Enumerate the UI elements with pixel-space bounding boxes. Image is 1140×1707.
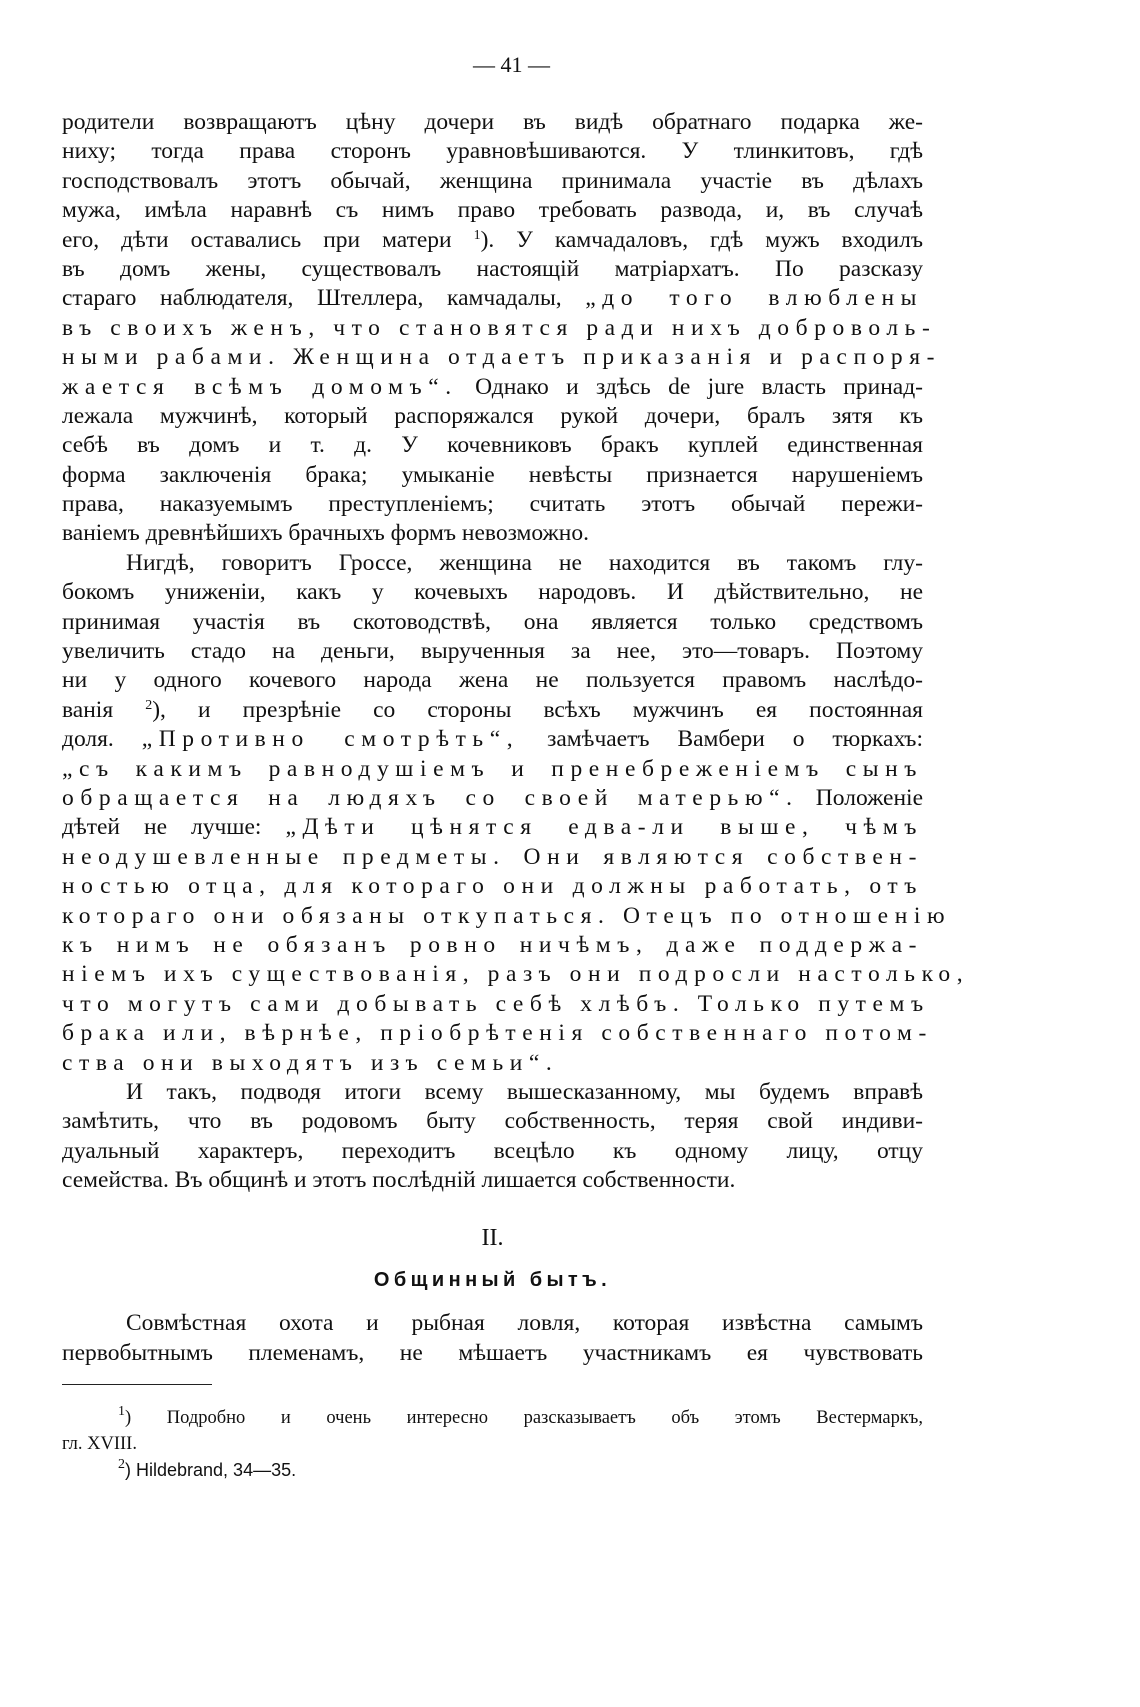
spaced-quote-line: брака или, вѣрнѣе, пріобрѣтенія собственнаго потом- — [62, 1020, 933, 1047]
text-line: семейства. Въ общинѣ и этотъ послѣдній лишается собственности. — [62, 1167, 736, 1194]
text-line — [62, 813, 923, 842]
spaced-quote-line: ными рабами. Женщина отдаетъ приказанія и распоря- — [62, 344, 942, 371]
spaced-quote-line: ства они выходятъ изъ семьи“. — [62, 1049, 559, 1076]
spaced-quote-line: что могутъ сами добывать себѣ хлѣбъ. Только путемъ — [62, 990, 930, 1017]
footnotes — [62, 1405, 923, 1483]
footnote-1-text: ) Подробно и очень интересно разсказываетъ объ этомъ Вестермаркъ, — [125, 1408, 923, 1429]
text-segment: Положеніе — [798, 784, 923, 811]
spaced-quote-line: котораго они обязаны откупаться. Отецъ по отношенію — [62, 902, 952, 929]
text-segment: Однако и здѣсь de jure власть принад- — [457, 373, 923, 400]
spaced-quote: „Дѣти цѣнятся едва-ли выше, чѣмъ — [285, 814, 923, 841]
text-line: родители возвращаютъ цѣну дочери въ видѣ обратнаго подарка же- — [62, 109, 923, 135]
spaced-quote: обращается на людяхъ со своей матерью“. — [62, 784, 799, 811]
text-line — [62, 696, 923, 725]
text-segment: ванія — [62, 696, 146, 723]
text-line: форма заключенія брака; умыканіе невѣсты признается нарушеніемъ — [62, 461, 923, 488]
spaced-quote-line: къ нимъ не обязанъ ровно ничѣмъ, даже поддержа- — [62, 931, 923, 958]
text-segment: дѣтей не лучше: — [62, 814, 286, 841]
text-segment: ). У камчадаловъ, гдѣ мужъ входилъ — [480, 226, 923, 253]
text-line — [62, 725, 923, 754]
text-segment: замѣчаетъ Вамбери о тюркахъ: — [519, 726, 923, 753]
spaced-quote: „Противно смотрѣть“, — [141, 726, 520, 753]
spaced-quote: жается всѣмъ домомъ“. — [62, 373, 458, 400]
footnote-1 — [62, 1405, 923, 1431]
text-line: мужа, имѣла наравнѣ съ нимъ право требовать развода, и, въ случаѣ — [62, 197, 923, 224]
spaced-quote-line: въ своихъ женъ, что становятся ради нихъ доброволь- — [62, 314, 937, 341]
text-line: въ домъ жены, существовалъ настоящій матріархатъ. По разсказу — [62, 255, 923, 282]
document-page — [62, 46, 970, 1483]
text-segment: ), и презрѣніе со стороны всѣхъ мужчинъ ея постоянная — [152, 696, 923, 723]
spaced-quote: „до того влюблены — [585, 285, 923, 312]
text-segment: его, дѣти оставались при матери — [62, 226, 474, 253]
section-number: II. — [481, 1225, 504, 1252]
footnote-2 — [62, 1457, 923, 1483]
text-line: Совмѣстная охота и рыбная ловля, которая извѣстна самымъ — [126, 1310, 923, 1337]
footnote-divider — [62, 1384, 212, 1385]
text-line: ниху; тогда права сторонъ уравновѣшиваются. У тлинкитовъ, гдѣ — [62, 138, 923, 165]
text-line: бокомъ униженіи, какъ у кочевыхъ народовъ. И дѣйствительно, не — [62, 579, 923, 606]
spaced-quote-line: „съ какимъ равнодушіемъ и пренебреженіемъ сынъ — [62, 755, 923, 782]
spaced-quote-line: неодушевленные предметы. Они являются собствен- — [62, 843, 923, 870]
text-line: себѣ въ домъ и т. д. У кочевниковъ бракъ куплей единственная — [62, 432, 923, 459]
text-line: права, наказуемымъ преступленіемъ; считать этотъ обычай пережи- — [62, 491, 923, 518]
text-line — [62, 784, 923, 813]
spaced-quote-line: ніемъ ихъ существованія, разъ они подросли настолько, — [62, 961, 970, 988]
text-line: дуальный характеръ, переходитъ всецѣло къ одному лицу, отцу — [62, 1137, 923, 1164]
section-title: Общинный бытъ. — [373, 1269, 612, 1292]
text-line — [62, 226, 923, 255]
footnote-marker-2: 2 — [145, 697, 153, 713]
text-line: Нигдѣ, говоритъ Гроссе, женщина не находится въ такомъ глу- — [126, 549, 923, 576]
text-line: ваніемъ древнѣйшихъ брачныхъ формъ невозможно. — [62, 520, 589, 547]
page-number: — 41 — — [473, 52, 550, 77]
text-line — [62, 373, 923, 402]
text-segment: стараго наблюдателя, Штеллера, камчадалы, — [62, 285, 586, 312]
text-line: господствовалъ этотъ обычай, женщина принимала участіе въ дѣлахъ — [62, 167, 923, 194]
paragraph-conclusion — [62, 1078, 923, 1196]
text-line: принимая участія въ скотоводствѣ, она является только средствомъ — [62, 608, 923, 635]
footnote-2-text: ) Hildebrand, 34—35. — [125, 1460, 297, 1481]
footnote-1-continuation: гл. XVIII. — [62, 1434, 137, 1455]
text-line: первобытнымъ племенамъ, не мѣшаетъ участникамъ ея чувствовать — [62, 1339, 923, 1366]
paragraph-bride-price — [62, 108, 942, 549]
footnote-1-marker: 1 — [118, 1404, 125, 1420]
text-line: ни у одного кочевого народа жена не пользуется правомъ наслѣдо- — [62, 667, 923, 694]
text-line: увеличить стадо на деньги, вырученныя за нее, это—товаръ. Поэтому — [62, 638, 923, 665]
text-line: лежала мужчинѣ, который распоряжался рукой дочери, бралъ зятя къ — [62, 402, 923, 429]
footnote-2-marker: 2 — [118, 1457, 125, 1473]
text-line: И такъ, подводя итоги всему вышесказанному, мы будемъ вправѣ — [126, 1078, 923, 1105]
text-line: замѣтить, что въ родовомъ быту собственность, теряя свой индиви- — [62, 1108, 923, 1135]
paragraph-communal — [62, 1309, 923, 1368]
spaced-quote-line: ностью отца, для котораго они должны работать, отъ — [62, 873, 923, 900]
footnote-marker-1: 1 — [473, 227, 481, 243]
text-line — [62, 284, 923, 313]
paragraph-nomads — [62, 549, 970, 1078]
text-segment: доля. — [62, 726, 142, 753]
